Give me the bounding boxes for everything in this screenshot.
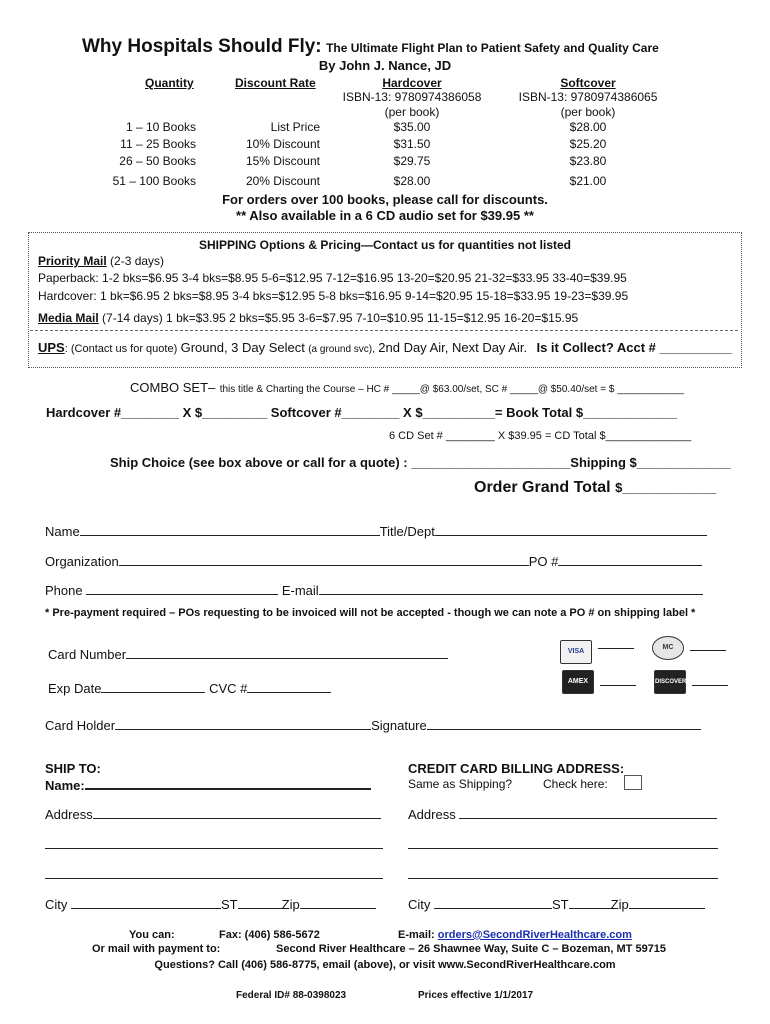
organization-label: Organization	[45, 554, 119, 569]
footer-questions: Questions? Call (406) 586-8775, email (above), or visit www.SecondRiverHealthcare.com	[154, 959, 616, 971]
col-softcover-header: Softcover	[560, 76, 616, 90]
title-dept-label: Title/Dept	[379, 524, 435, 539]
phone-email-field[interactable]	[45, 582, 703, 598]
row-quantity: 11 – 25 Books	[120, 137, 196, 151]
visa-logo-icon: VISA	[560, 640, 592, 664]
billing-address-field[interactable]	[408, 806, 717, 822]
row-discount: 15% Discount	[245, 154, 320, 168]
footer-mail-address: Second River Healthcare – 26 Shawnee Way, Suite C – Bozeman, MT 59715	[276, 943, 667, 955]
row-softcover-price: $28.00	[569, 120, 607, 134]
audio-cd-note: ** Also available in a 6 CD audio set for $39.95 **	[236, 208, 534, 223]
shipping-divider	[30, 330, 738, 331]
row-softcover-price: $21.00	[569, 174, 607, 188]
discover-logo-icon: DISCOVER	[654, 670, 686, 694]
grand-total-line[interactable]	[474, 479, 716, 497]
billing-city-label: City	[408, 897, 431, 912]
ups-label: UPS	[38, 340, 65, 355]
ups-contact: : (Contact us for quote)	[64, 343, 178, 355]
ship-to-address-line-3[interactable]	[45, 878, 383, 879]
signature-label: Signature	[371, 718, 427, 733]
softcover-isbn: ISBN-13: 9780974386065	[518, 90, 658, 104]
row-quantity: 51 – 100 Books	[112, 174, 196, 188]
phone-label: Phone	[45, 583, 83, 598]
bulk-order-note: For orders over 100 books, please call for discounts.	[222, 192, 548, 207]
footer-you-can: You can:	[129, 929, 175, 941]
footer-fax: Fax: (406) 586-5672	[219, 929, 320, 941]
combo-set-details: this title & Charting the Course – HC # _____@ $63.00/set, SC # _____@ $50.40/set = $ ____________	[219, 384, 684, 395]
row-discount: List Price	[270, 120, 320, 134]
priority-mail-label: Priority Mail	[38, 254, 107, 268]
billing-zip-label: Zip	[610, 897, 629, 912]
visa-checkbox-line[interactable]	[598, 648, 634, 649]
row-quantity: 26 – 50 Books	[119, 154, 196, 168]
prepayment-note: * Pre-payment required – POs requesting to be invoiced will not be accepted - though we can note a PO # on shipping label *	[45, 607, 696, 619]
ups-air: 2nd Day Air, Next Day Air.	[378, 340, 528, 355]
media-mail-rates: (7-14 days) 1 bk=$3.95 2 bks=$5.95 3-6=$7.95 7-10=$10.95 11-15=$12.95 16-20=$15.95	[102, 311, 579, 325]
exp-date-field[interactable]	[48, 680, 331, 696]
ship-to-name-field[interactable]	[45, 776, 371, 793]
billing-address-line-2[interactable]	[408, 848, 718, 849]
billing-heading: CREDIT CARD BILLING ADDRESS:	[408, 761, 625, 776]
mastercard-checkbox-line[interactable]	[690, 650, 726, 651]
ship-to-address-line-2[interactable]	[45, 848, 383, 849]
ups-line	[38, 340, 732, 355]
card-number-label: Card Number	[48, 647, 127, 662]
cvc-label: CVC #	[209, 681, 248, 696]
exp-date-label: Exp Date	[48, 681, 102, 696]
row-hardcover-price: $35.00	[393, 120, 431, 134]
ups-collect: Is it Collect? Acct # __________	[536, 340, 732, 355]
ship-to-heading: SHIP TO:	[45, 761, 101, 776]
ship-to-st-label: ST	[221, 897, 238, 912]
card-holder-field[interactable]	[45, 717, 701, 733]
combo-set-label: COMBO SET–	[130, 380, 216, 395]
billing-address-line-3[interactable]	[408, 878, 718, 879]
card-holder-label: Card Holder	[45, 718, 116, 733]
amex-logo-icon: AMEX	[562, 670, 594, 694]
ship-choice-line[interactable]: Ship Choice (see box above or call for a quote) : ______________________Shipping $_____________	[110, 455, 731, 470]
row-softcover-price: $23.80	[569, 154, 607, 168]
po-label: PO #	[528, 554, 559, 569]
row-discount: 20% Discount	[245, 174, 320, 188]
ups-ground-note: (a ground svc),	[308, 344, 375, 355]
email-label: E-mail	[281, 583, 319, 598]
col-quantity-header: Quantity	[145, 76, 194, 90]
title-subtitle: The Ultimate Flight Plan to Patient Safety and Quality Care	[326, 41, 659, 55]
ship-to-city-field[interactable]	[45, 896, 376, 912]
cd-total-line[interactable]: 6 CD Set # ________ X $39.95 = CD Total $______________	[389, 430, 692, 442]
media-mail-label: Media Mail	[38, 311, 99, 325]
priority-mail-line	[38, 254, 164, 268]
grand-total-label: Order Grand Total	[474, 479, 611, 496]
hardcover-isbn: ISBN-13: 9780974386058	[342, 90, 482, 104]
media-mail-line	[38, 311, 578, 325]
footer-email-label: E-mail:	[398, 929, 435, 941]
author-line: By John J. Nance, JD	[318, 58, 452, 73]
col-discount-header: Discount Rate	[235, 76, 316, 90]
row-discount: 10% Discount	[245, 137, 320, 151]
book-total-line[interactable]: Hardcover #________ X $_________ Softcover #________ X $__________= Book Total $_____________	[46, 405, 678, 420]
ship-to-zip-label: Zip	[281, 897, 300, 912]
priority-mail-days: (2-3 days)	[110, 254, 165, 268]
name-field[interactable]	[45, 523, 707, 539]
ship-to-address-label: Address	[45, 807, 93, 822]
paperback-rates: Paperback: 1-2 bks=$6.95 3-4 bks=$8.95 5-6=$12.95 7-12=$16.95 13-20=$20.95 21-32=$33.95 33-40=$39.95	[38, 271, 627, 285]
ship-to-name-label: Name:	[45, 778, 85, 793]
organization-field[interactable]	[45, 553, 702, 569]
billing-st-label: ST	[552, 897, 569, 912]
softcover-per-book: (per book)	[560, 105, 616, 119]
ups-ground: Ground, 3 Day Select	[180, 340, 305, 355]
row-hardcover-price: $31.50	[393, 137, 431, 151]
row-hardcover-price: $29.75	[393, 154, 431, 168]
row-quantity: 1 – 10 Books	[125, 120, 196, 134]
billing-address-label: Address	[408, 807, 456, 822]
footer-mail-label: Or mail with payment to:	[92, 943, 221, 955]
grand-total-field[interactable]: $_____________	[615, 480, 717, 495]
row-softcover-price: $25.20	[569, 137, 607, 151]
billing-same-as: Same as Shipping?	[408, 777, 513, 791]
hardcover-per-book: (per book)	[384, 105, 440, 119]
footer-email	[398, 929, 632, 941]
shipping-heading: SHIPPING Options & Pricing—Contact us for quantities not listed	[198, 238, 572, 252]
row-hardcover-price: $28.00	[393, 174, 431, 188]
discover-checkbox-line[interactable]	[692, 685, 728, 686]
combo-set-line	[130, 379, 684, 397]
ship-to-address-field[interactable]	[45, 806, 381, 822]
billing-city-field[interactable]	[408, 896, 705, 912]
hardcover-rates: Hardcover: 1 bk=$6.95 2 bks=$8.95 3-4 bks=$12.95 5-8 bks=$16.95 9-14=$20.95 15-18=$33.95 19-23=$39.95	[38, 289, 629, 303]
col-hardcover-header: Hardcover	[382, 76, 442, 90]
amex-checkbox-line[interactable]	[600, 685, 636, 686]
document-title	[82, 36, 659, 58]
title-main: Why Hospitals Should Fly:	[82, 36, 322, 57]
footer-email-link[interactable]: orders@SecondRiverHealthcare.com	[437, 929, 632, 941]
same-as-shipping-checkbox[interactable]	[624, 775, 642, 790]
name-label: Name	[45, 524, 80, 539]
footer-prices-effective: Prices effective 1/1/2017	[418, 990, 534, 1001]
mastercard-logo-icon: MC	[652, 636, 684, 660]
footer-federal-id: Federal ID# 88-0398023	[236, 990, 347, 1001]
ship-to-city-label: City	[45, 897, 68, 912]
billing-check-here: Check here:	[543, 777, 608, 791]
card-number-field[interactable]	[48, 646, 448, 662]
